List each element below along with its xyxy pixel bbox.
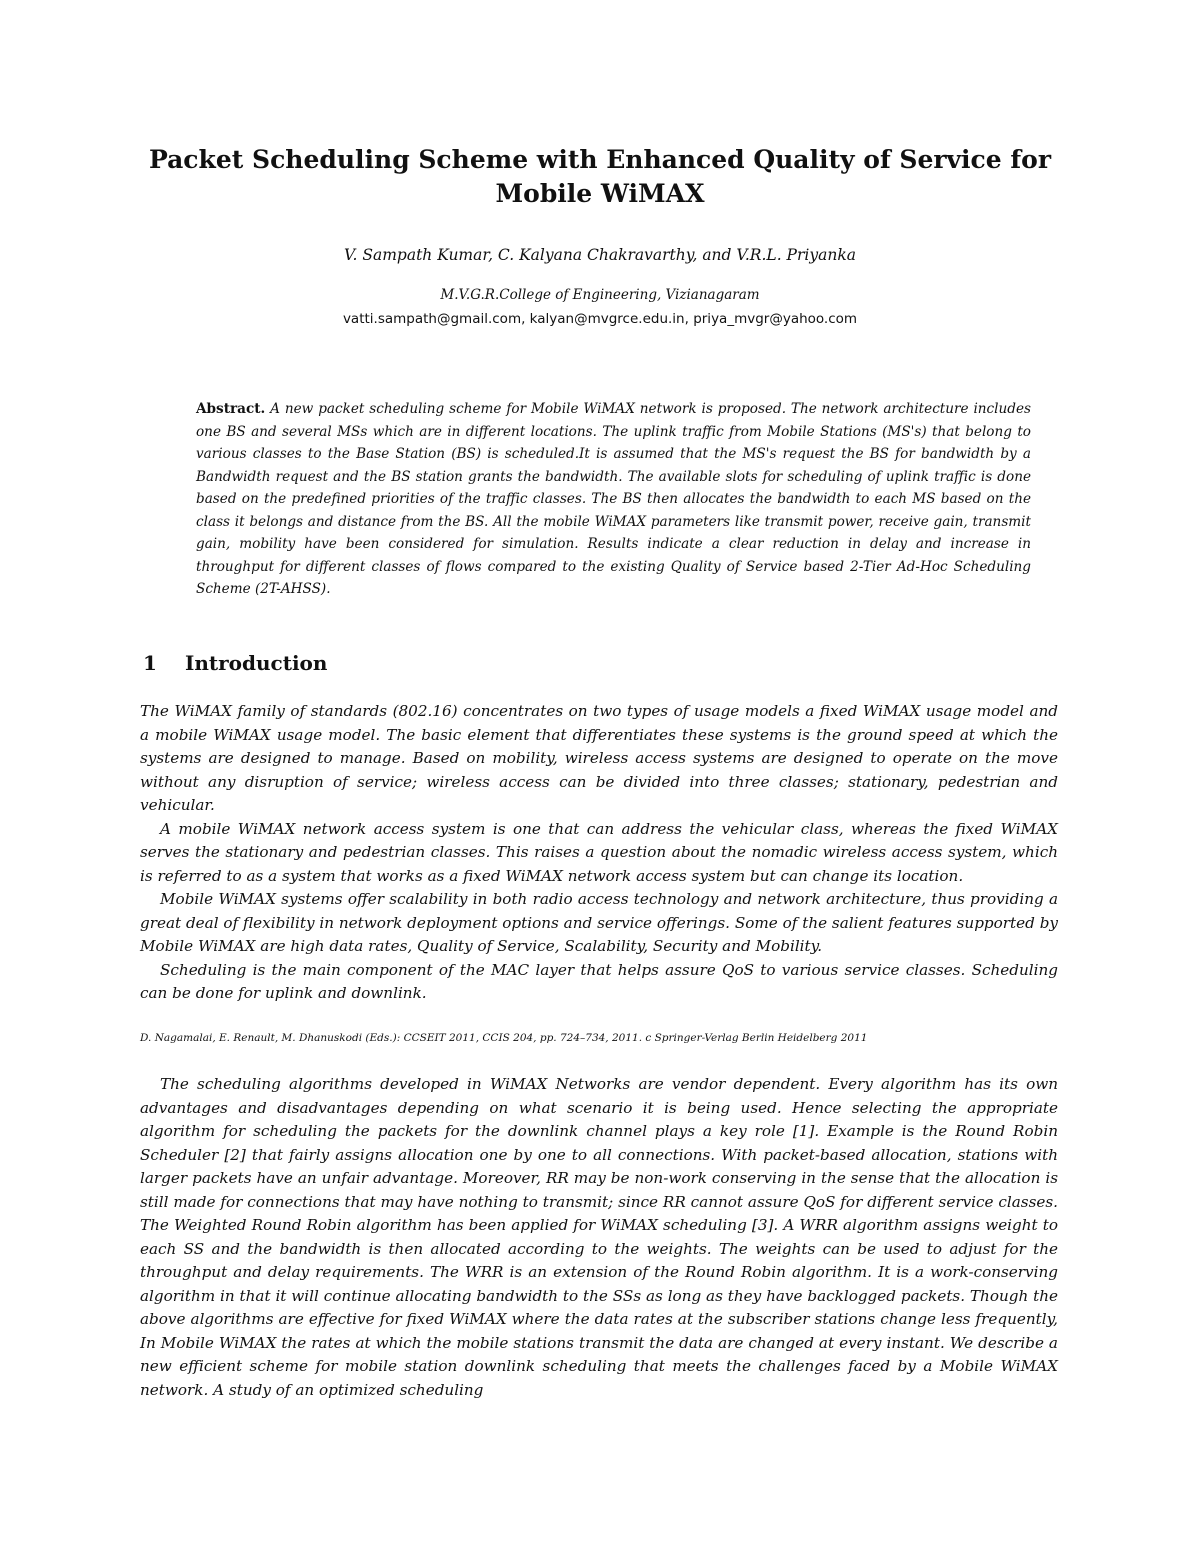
paper-title-line-1: Packet Scheduling Scheme with Enhanced Quality of Service for <box>148 145 1051 174</box>
paper-title-line-2: Mobile WiMAX <box>495 179 705 208</box>
section-title: Introduction <box>185 651 328 675</box>
introduction-continuation <box>140 1073 1058 1402</box>
author-list: V. Sampath Kumar, C. Kalyana Chakravarthy, and V.R.L. Priyanka <box>344 246 856 264</box>
intro-paragraph-3: Mobile WiMAX systems offer scalability in both radio access technology and network architecture, thus providing a great deal of flexibility in network deployment options and service offerings. Some of the salient features supported by Mobile WiMAX are high data rates, Quality of Service, Scalability, Security and Mobility. <box>140 890 1058 955</box>
publication-footnote: D. Nagamalai, E. Renault, M. Dhanuskodi (Eds.): CCSEIT 2011, CCIS 204, pp. 724–734, 2011. c Springer-Verlag Berlin Heidelberg 2011 <box>140 1032 868 1044</box>
paper-title <box>120 143 1080 211</box>
abstract-label: Abstract. <box>196 401 266 417</box>
abstract-text: A new packet scheduling scheme for Mobile WiMAX network is proposed. The network architecture includes one BS and several MSs which are in different locations. The uplink traffic from Mobile Stations (MS's) that belong to various classes to the Base Station (BS) is scheduled.It is assumed that the MS's request the BS for bandwidth by a Bandwidth request and the BS station grants the bandwidth. The available slots for scheduling of uplink traffic is done based on the predefined priorities of the traffic classes. The BS then allocates the bandwidth to each MS based on the class it belongs and distance from the BS. All the mobile WiMAX parameters like transmit power, receive gain, transmit gain, mobility have been considered for simulation. Results indicate a clear reduction in delay and increase in throughput for different classes of flows compared to the existing Quality of Service based 2-Tier Ad-Hoc Scheduling Scheme (2T-AHSS). <box>196 401 1031 597</box>
intro-paragraph-1: The WiMAX family of standards (802.16) concentrates on two types of usage models a fixed WiMAX usage model and a mobile WiMAX usage model. The basic element that differentiates these systems is the ground speed at which the systems are designed to manage. Based on mobility, wireless access systems are designed to operate on the move without any disruption of service; wireless access can be divided into three classes; stationary, pedestrian and vehicular. <box>140 702 1058 814</box>
introduction-body <box>140 700 1058 1006</box>
section-number: 1 <box>143 651 157 675</box>
section-heading-introduction <box>143 649 327 677</box>
author-emails: vatti.sampath@gmail.com, kalyan@mvgrce.edu.in, priya_mvgr@yahoo.com <box>342 311 858 327</box>
abstract <box>196 398 1031 601</box>
intro-paragraph-2: A mobile WiMAX network access system is one that can address the vehicular class, whereas the fixed WiMAX serves the stationary and pedestrian classes. This raises a question about the nomadic wireless access system, which is referred to as a system that works as a fixed WiMAX network access system but can change its location. <box>140 819 1058 885</box>
intro-paragraph-5: The scheduling algorithms developed in WiMAX Networks are vendor dependent. Every algorithm has its own advantages and disadvantages depending on what scenario it is being used. Hence selecting the appropriate algorithm for scheduling the packets for the downlink channel plays a key role [1]. Example is the Round Robin Scheduler [2] that fairly assigns allocation one by one to all connections. With packet-based allocation, stations with larger packets have an unfair advantage. Moreover, RR may be non-work conserving in the sense that the allocation is still made for connections that may have nothing to transmit; since RR cannot assure QoS for different service classes. The Weighted Round Robin algorithm has been applied for WiMAX scheduling [3]. A WRR algorithm assigns weight to each SS and the bandwidth is then allocated according to the weights. The weights can be used to adjust for the throughput and delay requirements. The WRR is an extension of the Round Robin algorithm. It is a work-conserving algorithm in that it will continue allocating bandwidth to the SSs as long as they have backlogged packets. Though the above algorithms are effective for fixed WiMAX where the data rates at the subscriber stations change less frequently, In Mobile WiMAX the rates at which the mobile stations transmit the data are changed at every instant. We describe a new efficient scheme for mobile station downlink scheduling that meets the challenges faced by a Mobile WiMAX network. A study of an optimized scheduling <box>140 1075 1058 1399</box>
intro-paragraph-4: Scheduling is the main component of the MAC layer that helps assure QoS to various service classes. Scheduling can be done for uplink and downlink. <box>140 960 1058 1002</box>
author-affiliation: M.V.G.R.College of Engineering, Vizianagaram <box>440 287 760 303</box>
